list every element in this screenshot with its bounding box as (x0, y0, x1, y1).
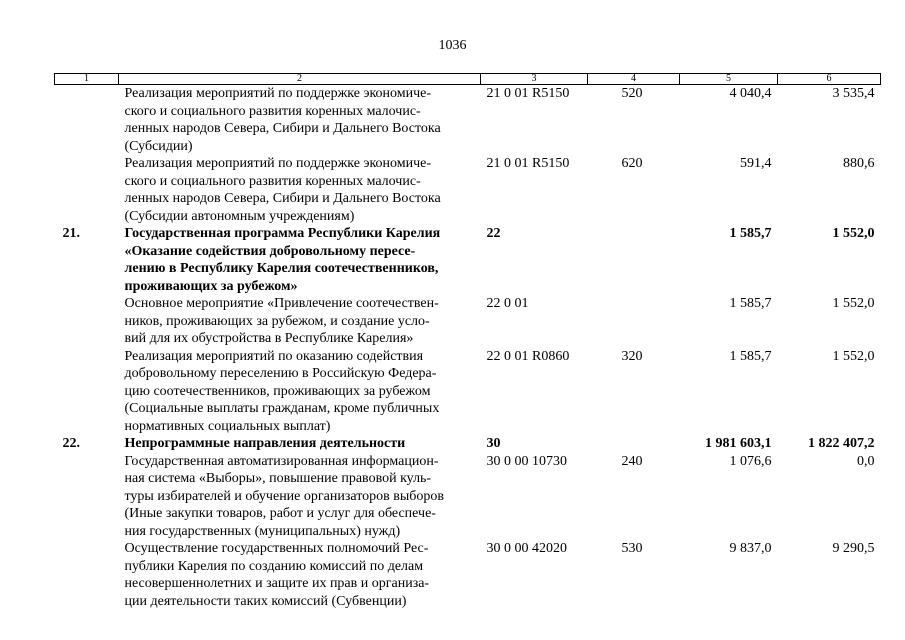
item-name-line: ского и социального развития коренных малочис- (124, 103, 421, 119)
row-number (55, 453, 119, 541)
item-name (119, 155, 481, 225)
item-name-line: Реализация мероприятий по поддержке экономиче- (124, 156, 432, 171)
table-row (55, 295, 881, 348)
column-number-row (55, 74, 881, 85)
expense-type-code: 620 (621, 156, 643, 171)
row-number (55, 85, 119, 156)
row-number: 21. (62, 226, 80, 241)
item-name-line: (Иные закупки товаров, работ и услуг для обеспече- (124, 506, 436, 521)
target-article-code: 21 0 01 R5150 (486, 86, 570, 101)
item-name-line: Государственная программа Республики Карелия (124, 226, 441, 241)
item-name-line: ная система «Выборы», повышение правовой куль- (124, 471, 432, 486)
expense-type-code: 320 (621, 348, 643, 364)
amount-col5: 591,4 (740, 156, 772, 171)
table-row (55, 453, 881, 541)
table-body (55, 85, 881, 611)
item-name-line: ния государственных (муниципальных) нужд) (124, 523, 401, 539)
amount-col5: 1 585,7 (729, 348, 772, 364)
amount-col5: 1 585,7 (729, 296, 772, 311)
expense-type-code: 240 (621, 453, 643, 469)
table-row (55, 225, 881, 295)
item-name (119, 435, 481, 453)
expense-type-code (588, 435, 680, 453)
amount-col5: 4 040,4 (729, 86, 772, 101)
item-name-line: проживающих за рубежом» (124, 278, 298, 294)
amount-col6: 0,0 (857, 453, 875, 469)
item-name-line: ников, проживающих за рубежом, и создание усло- (124, 313, 430, 329)
amount-col5: 9 837,0 (729, 541, 772, 556)
amount-col6: 9 290,5 (832, 541, 875, 556)
row-number: 22. (62, 436, 80, 451)
expense-type-code: 530 (621, 541, 643, 556)
column-number-5: 5 (680, 74, 778, 85)
amount-col6: 3 535,4 (832, 86, 875, 101)
expense-type-code (588, 295, 680, 348)
amount-col6: 1 552,0 (832, 226, 875, 241)
target-article-code: 22 (486, 226, 501, 241)
row-number (55, 155, 119, 225)
budget-table (54, 73, 881, 610)
table-row (55, 540, 881, 610)
amount-col6: 1 552,0 (832, 348, 875, 364)
item-name-line: ского и социального развития коренных малочис- (124, 173, 421, 189)
amount-col6: 1 822 407,2 (808, 436, 875, 451)
item-name-line: ленных народов Севера, Сибири и Дальнего Востока (124, 191, 441, 206)
item-name (119, 225, 481, 295)
target-article-code: 22 0 01 (486, 296, 529, 311)
column-number-2: 2 (119, 74, 481, 85)
item-name-line: туры избирателей и обучение организаторов выборов (124, 488, 445, 504)
table-header (55, 74, 881, 85)
item-name-line: Непрограммные направления деятельности (124, 436, 406, 451)
target-article-code: 21 0 01 R5150 (486, 156, 570, 171)
column-number-1: 1 (55, 74, 119, 85)
item-name (119, 540, 481, 610)
item-name-line: Осуществление государственных полномочий Рес- (124, 541, 429, 556)
amount-col5: 1 981 603,1 (705, 436, 772, 451)
amount-col5: 1 585,7 (729, 226, 772, 241)
table-row (55, 85, 881, 156)
item-name-line: несовершеннолетних и защите их прав и организа- (124, 576, 430, 591)
table-row (55, 435, 881, 453)
row-number (55, 295, 119, 348)
item-name-line: добровольному переселению в Российскую Федера- (124, 366, 437, 381)
target-article-code: 30 0 00 42020 (486, 541, 567, 556)
column-number-4: 4 (588, 74, 680, 85)
item-name-line: лению в Республику Карелия соотечественников, (124, 261, 439, 276)
item-name-line: ленных народов Севера, Сибири и Дальнего Востока (124, 121, 441, 136)
item-name-line: Государственная автоматизированная информацион- (124, 453, 439, 469)
item-name-line: ции деятельности таких комиссий (Субвенции) (124, 593, 407, 609)
page-number: 1036 (438, 38, 467, 53)
amount-col6: 880,6 (843, 156, 875, 171)
item-name-line: «Оказание содействия добровольному пересе- (124, 243, 416, 259)
target-article-code: 22 0 01 R0860 (486, 348, 570, 364)
item-name-line: публики Карелия по созданию комиссий по делам (124, 558, 424, 574)
item-name (119, 348, 481, 436)
item-name-line: Основное мероприятие «Привлечение соотечествен- (124, 296, 439, 311)
expense-type-code (588, 225, 680, 295)
target-article-code: 30 0 00 10730 (486, 453, 567, 469)
column-number-6: 6 (778, 74, 881, 85)
item-name-line: Реализация мероприятий по оказанию содействия (124, 348, 424, 364)
item-name (119, 453, 481, 541)
table-row (55, 348, 881, 436)
item-name-line: нормативных социальных выплат) (124, 418, 331, 434)
row-number (55, 540, 119, 610)
item-name-line: вий для их обустройства в Республике Карелия» (124, 331, 414, 346)
item-name (119, 85, 481, 156)
expense-type-code: 520 (621, 86, 643, 101)
target-article-code: 30 (486, 436, 501, 451)
item-name-line: (Субсидии автономным учреждениям) (124, 208, 355, 224)
item-name (119, 295, 481, 348)
item-name-line: Реализация мероприятий по поддержке экономиче- (124, 86, 432, 101)
item-name-line: (Субсидии) (124, 138, 193, 154)
item-name-line: (Социальные выплаты гражданам, кроме публичных (124, 401, 440, 416)
amount-col5: 1 076,6 (729, 453, 772, 469)
row-number (55, 348, 119, 436)
amount-col6: 1 552,0 (832, 296, 875, 311)
item-name-line: цию соотечественников, проживающих за рубежом (124, 383, 431, 399)
column-number-3: 3 (481, 74, 588, 85)
table-row (55, 155, 881, 225)
